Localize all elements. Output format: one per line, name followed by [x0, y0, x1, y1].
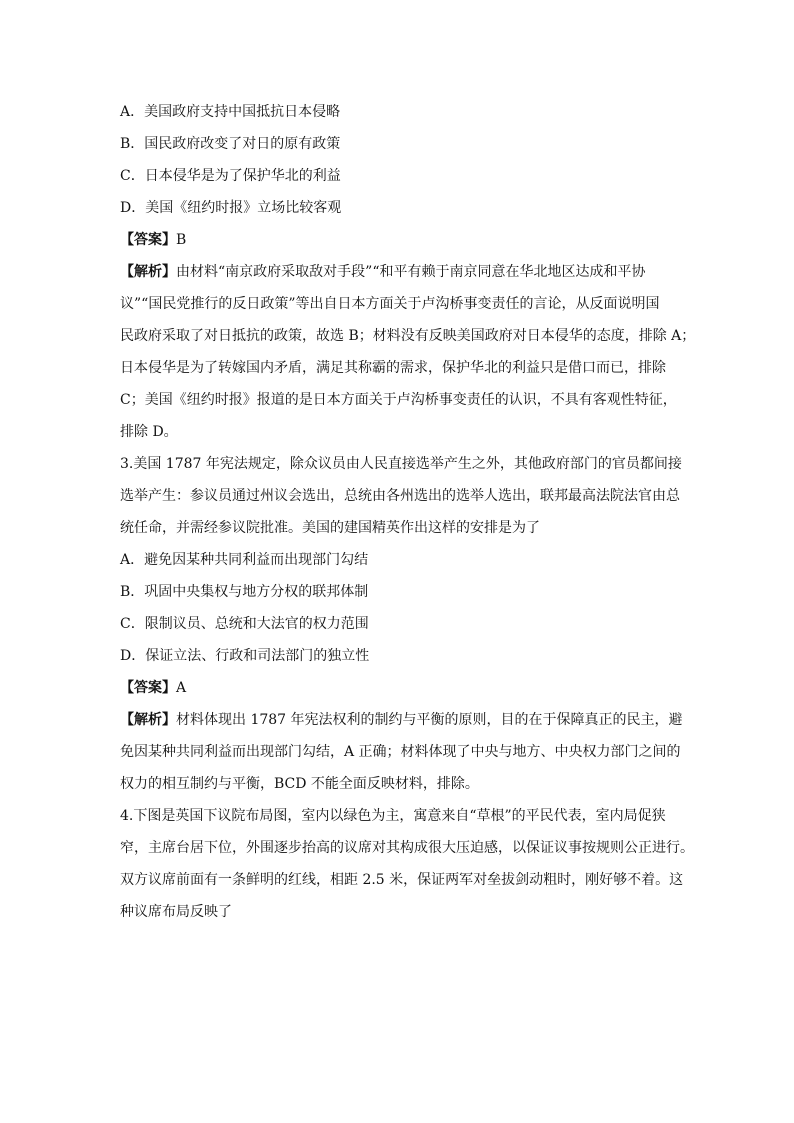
- q3-option-a: A．避免因某种共同利益而出现部门勾结: [120, 552, 369, 568]
- q4-stem-line-1: 4.下图是英国下议院布局图，室内以绿色为主，寓意来自“草根”的平民代表，室内局促狭: [120, 808, 666, 824]
- q3-stem-line-3: 统任命，并需经参议院批准。美国的建国精英作出这样的安排是为了: [120, 520, 540, 536]
- q3-analysis-tag: 【解析】: [120, 712, 176, 728]
- q2-option-b: B．国民政府改变了对日的原有政策: [120, 136, 341, 152]
- q3-stem-line-1: 3.美国 1787 年宪法规定，除众议员由人民直接选举产生之外，其他政府部门的官员都间接: [120, 456, 682, 472]
- q3-answer: [120, 678, 680, 698]
- q2-analysis-line-4: 日本侵华是为了转嫁国内矛盾，满足其称霸的需求，保护华北的利益只是借口而已，排除: [120, 360, 666, 376]
- q2-option-a: A．美国政府支持中国抵抗日本侵略: [120, 104, 341, 120]
- q4-stem-line-2: 窄，主席台居下位，外围逐步抬高的议席对其构成很大压迫感，以保证议事按规则公正进行。: [120, 840, 694, 856]
- q3-analysis-line-1: [120, 710, 683, 730]
- q4-stem-line-3: 双方议席前面有一条鲜明的红线，相距 2.5 米，保证两军对垒拔剑动粗时，刚好够不着。这: [120, 872, 684, 888]
- q3-analysis-line-3: 权力的相互制约与平衡，BCD 不能全面反映材料，排除。: [120, 776, 479, 792]
- q3-option-d: D．保证立法、行政和司法部门的独立性: [120, 648, 370, 664]
- q2-answer-value: B: [176, 232, 187, 248]
- q3-option-c: C．限制议员、总统和大法官的权力范围: [120, 616, 369, 632]
- q2-answer-tag: 【答案】: [120, 232, 176, 248]
- q3-option-b: B．巩固中央集权与地方分权的联邦体制: [120, 584, 369, 600]
- q2-analysis-line-2: 议”“国民党推行的反日政策”等出自日本方面关于卢沟桥事变责任的言论，从反面说明国: [120, 296, 660, 312]
- q2-analysis-line-3: 民政府采取了对日抵抗的政策，故选 B；材料没有反映美国政府对日本侵华的态度，排除 A；: [120, 328, 696, 344]
- q2-analysis-tag: 【解析】: [120, 264, 176, 280]
- q2-option-d: D．美国《纽约时报》立场比较客观: [120, 200, 342, 216]
- q2-analysis-text-1: 由材料“南京政府采取敌对手段”“和平有赖于南京同意在华北地区达成和平协: [176, 264, 646, 280]
- q2-analysis-line-5: C；美国《纽约时报》报道的是日本方面关于卢沟桥事变责任的认识，不具有客观性特征，: [120, 392, 677, 408]
- q3-stem-line-2: 选举产生：参议员通过州议会选出，总统由各州选出的选举人选出，联邦最高法院法官由总: [120, 488, 680, 504]
- q3-answer-value: A: [176, 680, 187, 696]
- q3-analysis-text-1: 材料体现出 1787 年宪法权利的制约与平衡的原则，目的在于保障真正的民主，避: [176, 712, 683, 728]
- q4-stem-line-4: 种议席布局反映了: [120, 904, 232, 920]
- q3-analysis-line-2: 免因某种共同利益而出现部门勾结，A 正确；材料体现了中央与地方、中央权力部门之间的: [120, 744, 681, 760]
- q2-analysis-line-1: [120, 262, 680, 282]
- q2-answer: [120, 230, 680, 250]
- q2-analysis-line-6: 排除 D。: [120, 424, 178, 440]
- q2-option-c: C．日本侵华是为了保护华北的利益: [120, 168, 341, 184]
- q3-answer-tag: 【答案】: [120, 680, 176, 696]
